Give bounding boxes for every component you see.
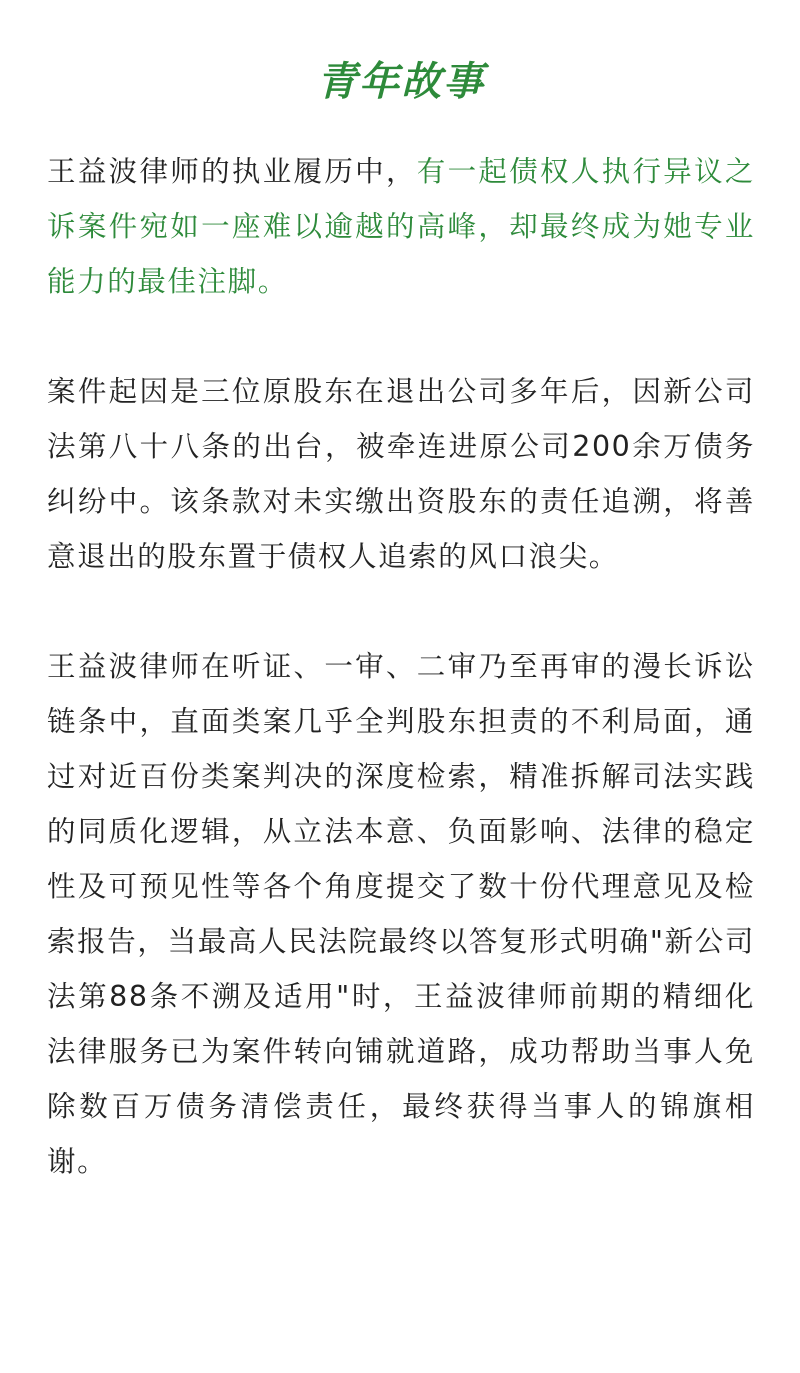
paragraph-case-origin: 案件起因是三位原股东在退出公司多年后，因新公司法第八十八条的出台，被牵连进原公司200余万债务纠纷中。该条款对未实缴出资股东的责任追溯，将善意退出的股东置于债权人追索的风口浪尖。: [47, 375, 755, 573]
paragraph-litigation: 王益波律师在听证、一审、二审乃至再审的漫长诉讼链条中，直面类案几乎全判股东担责的不利局面，通过对近百份类案判决的深度检索，精准拆解司法实践的同质化逻辑，从立法本意、负面影响、法律的稳定性及可预见性等各个角度提交了数十份代理意见及检索报告，当最高人民法院最终以答复形式明确"新公司法第88条不溯及适用"时，王益波律师前期的精细化法律服务已为案件转向铺就道路，成功帮助当事人免除数百万债务清偿责任，最终获得当事人的锦旗相谢。: [47, 650, 755, 1178]
paragraph-intro-lead: 王益波律师的执业履历中，: [47, 155, 417, 188]
paragraph-intro: [47, 144, 755, 309]
paragraph-intro-highlight: 有一起债权人执行异议之诉案件宛如一座难以逾越的高峰，却最终成为她专业能力的最佳注脚。: [47, 155, 755, 298]
article-title: 青年故事: [317, 59, 485, 105]
